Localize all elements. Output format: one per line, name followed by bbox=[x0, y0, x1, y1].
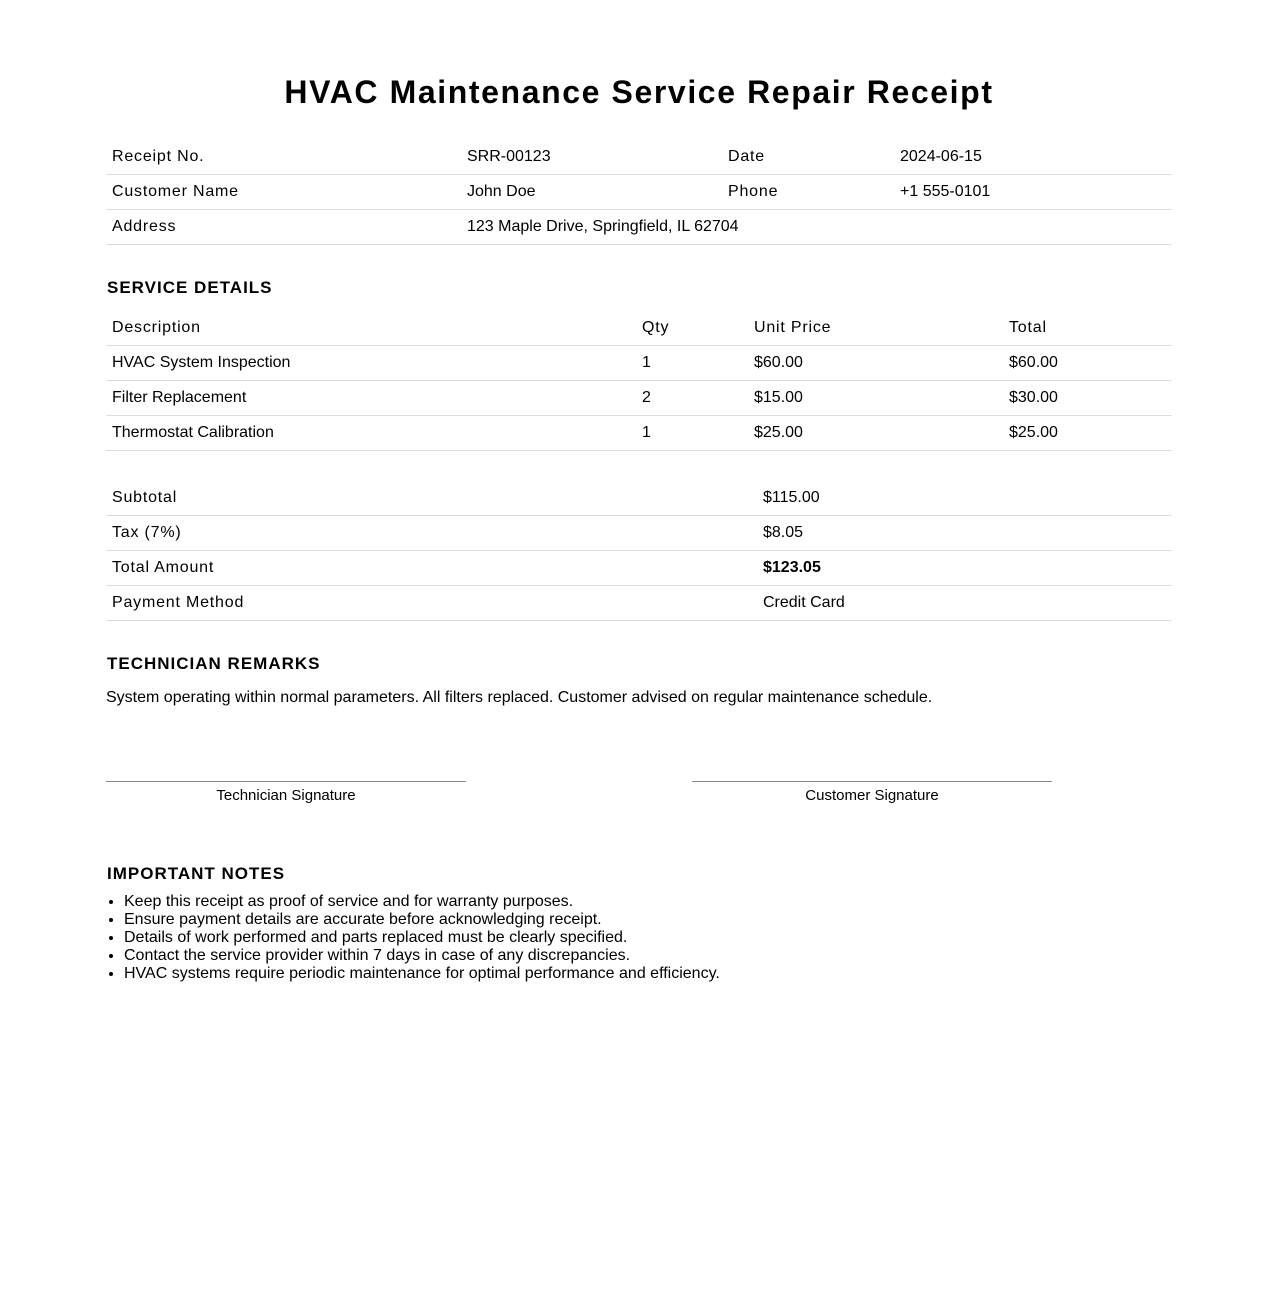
important-notes-list bbox=[106, 893, 1172, 983]
unit-price-header: Unit Price bbox=[748, 311, 1003, 346]
table-row bbox=[106, 381, 1172, 416]
tax-label: Tax (7%) bbox=[106, 516, 757, 551]
important-notes-heading: IMPORTANT NOTES bbox=[107, 864, 286, 883]
service-total: $25.00 bbox=[1003, 416, 1172, 451]
date-value: 2024-06-15 bbox=[894, 140, 1172, 175]
service-header-row bbox=[106, 311, 1172, 346]
total-amount-row bbox=[106, 551, 1172, 586]
customer-name-value: John Doe bbox=[461, 175, 722, 210]
page-title: HVAC Maintenance Service Repair Receipt bbox=[284, 74, 994, 110]
table-row bbox=[106, 346, 1172, 381]
technician-signature-line: Technician Signature bbox=[106, 781, 466, 804]
total-amount-label: Total Amount bbox=[106, 551, 757, 586]
info-row-customer bbox=[106, 175, 1172, 210]
list-item: • Keep this receipt as proof of service and for warranty purposes. bbox=[124, 893, 1172, 911]
payment-method-value: Credit Card bbox=[757, 586, 1172, 621]
customer-signature-line: Customer Signature bbox=[692, 781, 1052, 804]
info-row-receipt bbox=[106, 140, 1172, 175]
phone-label: Phone bbox=[722, 175, 894, 210]
service-unit-price: $15.00 bbox=[748, 381, 1003, 416]
list-item: • Ensure payment details are accurate before acknowledging receipt. bbox=[124, 911, 1172, 929]
list-item: • HVAC systems require periodic maintenance for optimal performance and efficiency. bbox=[124, 965, 1172, 983]
subtotal-value: $115.00 bbox=[757, 481, 1172, 516]
description-header: Description bbox=[106, 311, 636, 346]
table-row bbox=[106, 416, 1172, 451]
service-total: $30.00 bbox=[1003, 381, 1172, 416]
service-description: Thermostat Calibration bbox=[106, 416, 636, 451]
service-details-table bbox=[106, 311, 1172, 451]
service-total: $60.00 bbox=[1003, 346, 1172, 381]
phone-value: +1 555-0101 bbox=[894, 175, 1172, 210]
subtotal-label: Subtotal bbox=[106, 481, 757, 516]
tax-value: $8.05 bbox=[757, 516, 1172, 551]
service-qty: 1 bbox=[636, 416, 748, 451]
signature-area bbox=[106, 781, 1172, 841]
info-row-address bbox=[106, 210, 1172, 245]
receipt-no-value: SRR-00123 bbox=[461, 140, 722, 175]
service-description: HVAC System Inspection bbox=[106, 346, 636, 381]
total-header: Total bbox=[1003, 311, 1172, 346]
service-unit-price: $60.00 bbox=[748, 346, 1003, 381]
technician-remarks-heading: TECHNICIAN REMARKS bbox=[107, 654, 321, 673]
date-label: Date bbox=[722, 140, 894, 175]
service-unit-price: $25.00 bbox=[748, 416, 1003, 451]
receipt-page bbox=[106, 0, 1172, 983]
subtotal-row bbox=[106, 481, 1172, 516]
address-label: Address bbox=[106, 210, 461, 245]
technician-remarks-text: System operating within normal parameters. All filters replaced. Customer advised on regular maintenance schedule. bbox=[106, 689, 933, 706]
total-amount-value: $123.05 bbox=[757, 551, 1172, 586]
list-item: • Details of work performed and parts replaced must be clearly specified. bbox=[124, 929, 1172, 947]
receipt-info-table bbox=[106, 140, 1172, 245]
service-qty: 2 bbox=[636, 381, 748, 416]
receipt-no-label: Receipt No. bbox=[106, 140, 461, 175]
totals-table bbox=[106, 481, 1172, 621]
qty-header: Qty bbox=[636, 311, 748, 346]
tax-row bbox=[106, 516, 1172, 551]
service-description: Filter Replacement bbox=[106, 381, 636, 416]
payment-method-label: Payment Method bbox=[106, 586, 757, 621]
customer-name-label: Customer Name bbox=[106, 175, 461, 210]
list-item: • Contact the service provider within 7 days in case of any discrepancies. bbox=[124, 947, 1172, 965]
address-value: 123 Maple Drive, Springfield, IL 62704 bbox=[461, 210, 1172, 245]
service-qty: 1 bbox=[636, 346, 748, 381]
payment-method-row bbox=[106, 586, 1172, 621]
service-details-heading: SERVICE DETAILS bbox=[107, 278, 273, 297]
